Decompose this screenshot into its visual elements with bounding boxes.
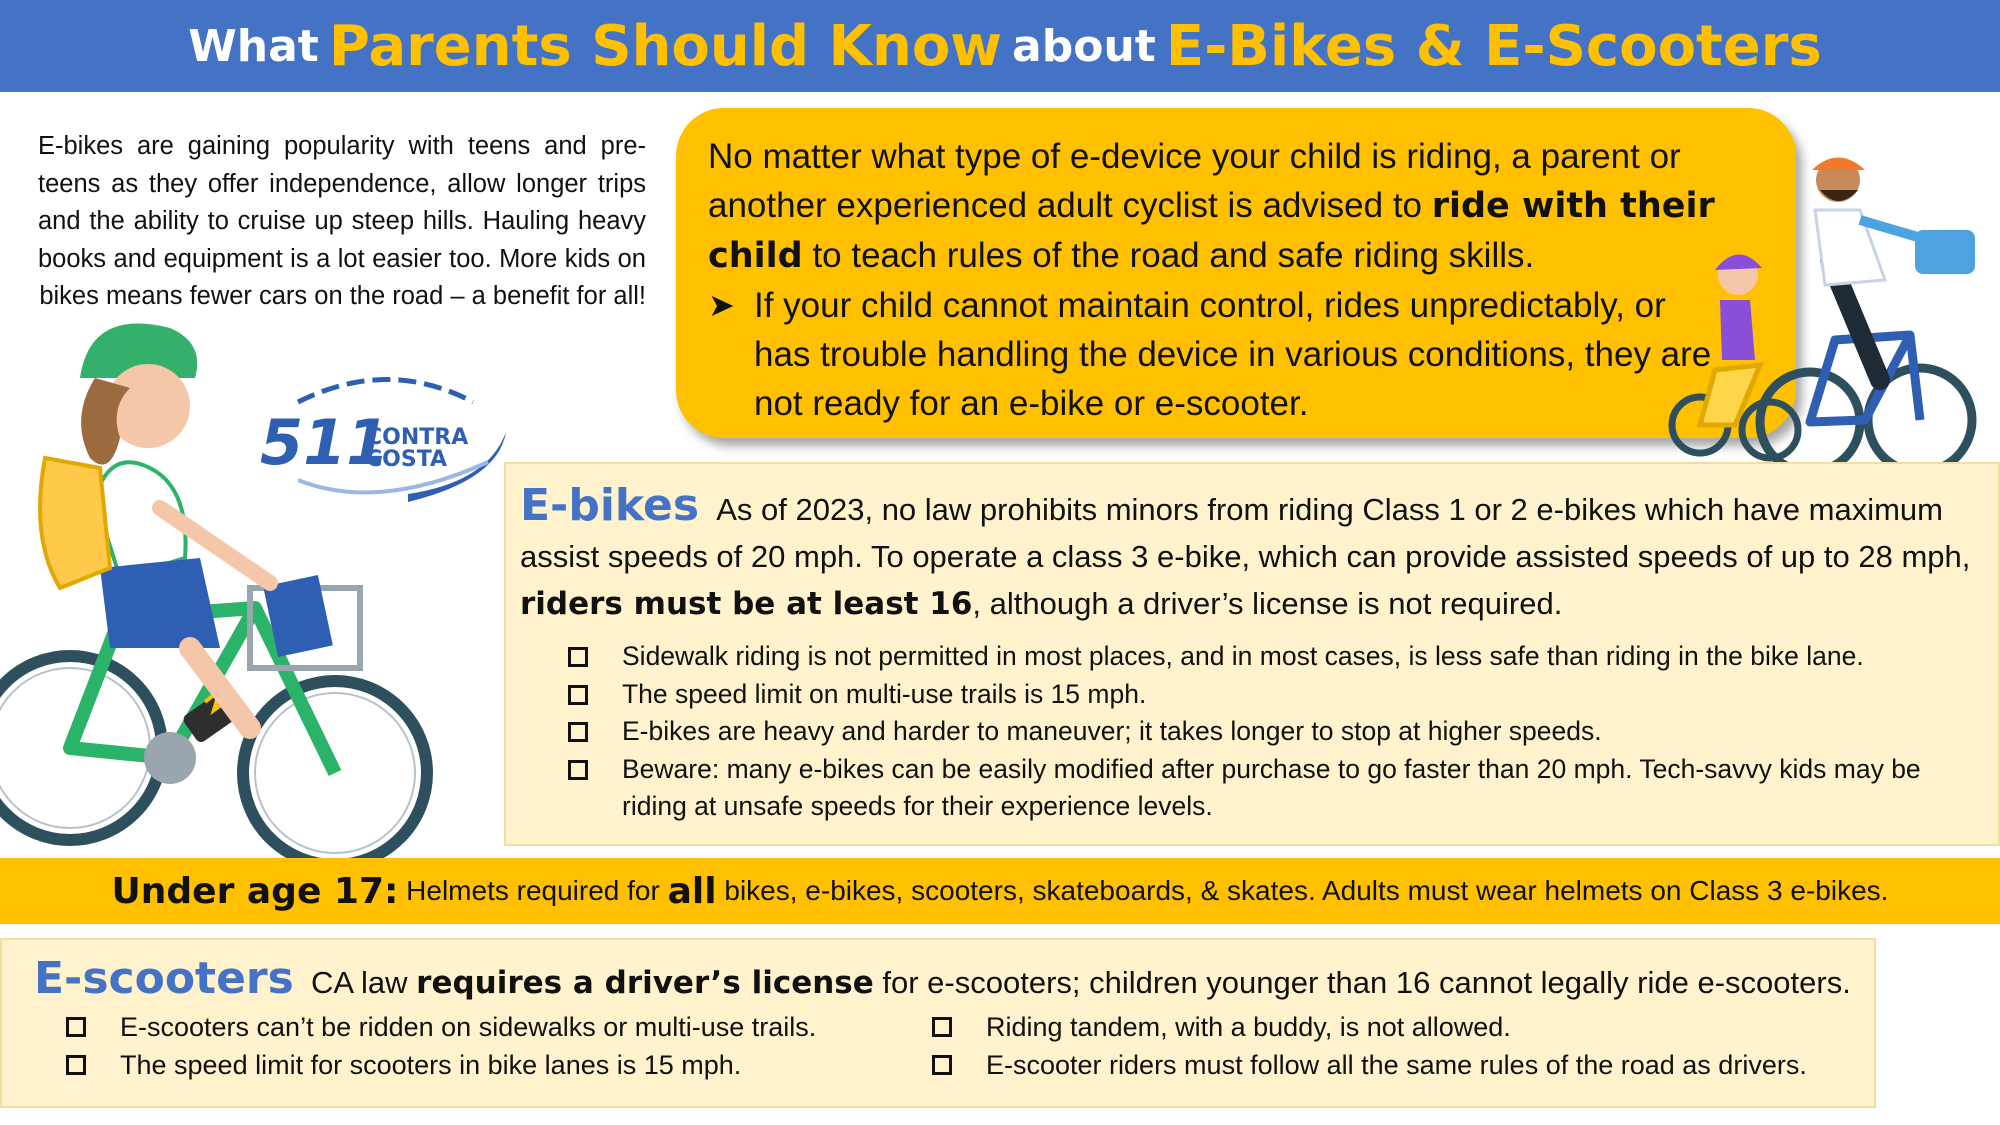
arrow-bullet-icon: ➤ (708, 287, 735, 323)
intro-paragraph: E-bikes are gaining popularity with teens and pre-teens as they offer independence, allow longer trips and the ability to cruise up steep hills. Hauling heavy books and equipment is a lot easier too. More kids on bikes means fewer cars on the road – a benefit for all! (38, 132, 646, 310)
list-item: E-bikes are heavy and harder to maneuver; it takes longer to stop at higher speeds. (520, 713, 1984, 751)
escooters-heading: E-scooters (34, 953, 294, 1004)
list-item: Beware: many e-bikes can be easily modified after purchase to go faster than 20 mph. Tech-savvy kids may be riding at unsafe speeds for their experience levels. (520, 751, 1984, 826)
ebikes-list (520, 638, 1984, 826)
checkbox-bullet-icon (66, 1055, 86, 1075)
escooters-list (34, 1008, 1874, 1084)
escooters-paragraph: E-scooters CA law requires a driver’s license for e-scooters; children younger than 16 cannot legally ride e-scooters. (34, 953, 1851, 1004)
advice-bullet (708, 281, 1766, 428)
ebikes-section (504, 462, 2000, 846)
checkbox-bullet-icon (568, 685, 588, 705)
list-item: Riding tandem, with a buddy, is not allowed. (900, 1008, 1800, 1046)
checkbox-bullet-icon (568, 722, 588, 742)
logo-line1: CONTRA (366, 425, 469, 450)
list-item: Sidewalk riding is not permitted in most places, and in most cases, is less safe than riding in the bike lane. (520, 638, 1984, 676)
checkbox-bullet-icon (568, 647, 588, 667)
ebikes-paragraph: E-bikes As of 2023, no law prohibits minors from riding Class 1 or 2 e-bikes which have maximum assist speeds of 20 mph. To operate a class 3 e-bike, which can provide assisted speeds of up to 28 mph, riders must be at least 16, although a driver’s license is not required. (520, 480, 1971, 622)
checkbox-bullet-icon (932, 1017, 952, 1037)
list-item: The speed limit on multi-use trails is 15 mph. (520, 676, 1984, 714)
title-bar (0, 0, 2000, 92)
list-item: E-scooters can’t be ridden on sidewalks or multi-use trails. (34, 1008, 900, 1046)
title-devices: E-Bikes & E-Scooters (1165, 13, 1822, 79)
logo-number: 511 (260, 406, 390, 479)
checkbox-bullet-icon (932, 1055, 952, 1075)
ride-with-child-advice (676, 108, 1796, 438)
girl-on-bike-illustration (0, 318, 440, 878)
title-about: about (1012, 20, 1156, 72)
logo-line2: COSTA (366, 447, 448, 472)
advice-bullet-text: If your child cannot maintain control, rides unpredictably, or has trouble handling the device in various conditions, they are not ready for an e-bike or e-scooter. (754, 286, 1712, 423)
parent-and-child-bikes-illustration (1660, 150, 2000, 490)
list-item: The speed limit for scooters in bike lanes is 15 mph. (34, 1046, 900, 1084)
checkbox-bullet-icon (568, 760, 588, 780)
list-item: E-scooter riders must follow all the same rules of the road as drivers. (900, 1046, 1800, 1084)
title-parents: Parents Should Know (328, 13, 1003, 79)
checkbox-bullet-icon (66, 1017, 86, 1037)
ebikes-age-requirement: riders must be at least 16 (520, 586, 973, 622)
escooters-license-requirement: requires a driver’s license (416, 965, 874, 1001)
helmet-requirement-band: Under age 17: Helmets required for all bikes, e-bikes, scooters, skateboards, & skates. Adults must wear helmets on Class 3 e-bikes. (0, 858, 2000, 924)
helmet-all-emphasis: all (667, 870, 717, 912)
advice-emphasis: ride with their child (708, 186, 1715, 276)
advice-paragraph: No matter what type of e-device your child is riding, a parent or another experienced adult cyclist is advised to ride with their child to teach rules of the road and safe riding skills. (708, 137, 1715, 276)
ebikes-heading: E-bikes (520, 480, 700, 531)
escooters-section (0, 938, 1876, 1108)
title-what: What (188, 20, 319, 72)
helmet-age-label: Under age 17: (111, 870, 399, 912)
